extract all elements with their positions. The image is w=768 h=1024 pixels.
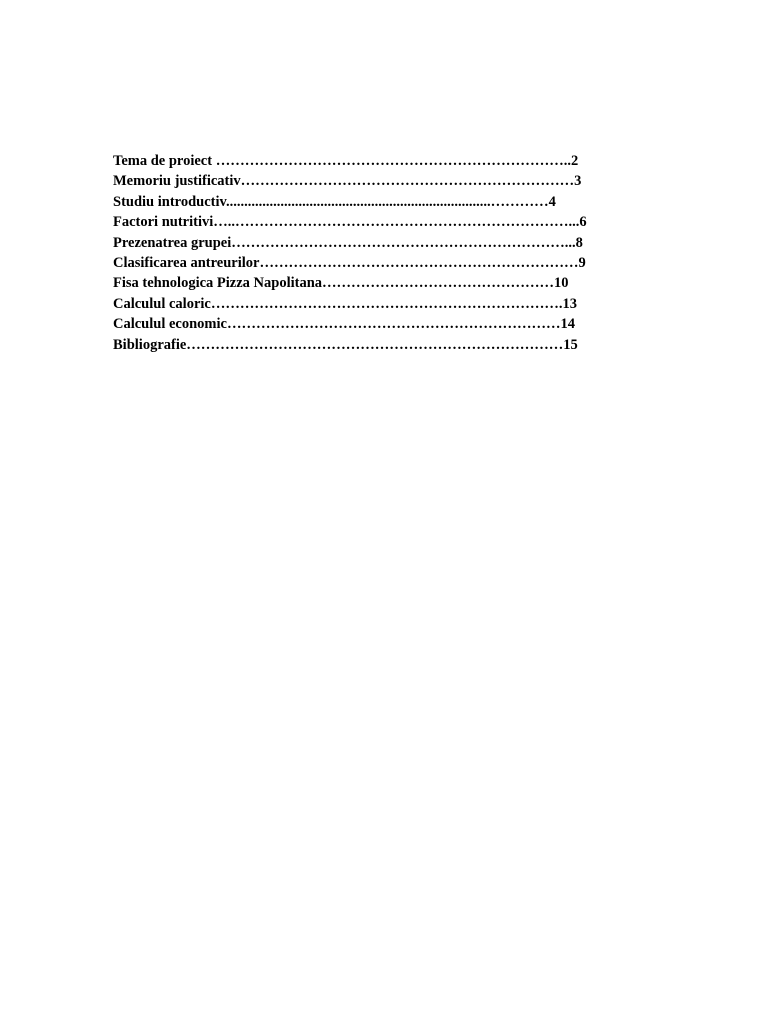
toc-entry: Memoriu justificativ……………………………………………………………3 <box>113 173 582 190</box>
toc-entry: Studiu introductiv.........................................................................…………4 <box>113 193 556 210</box>
toc-entry: Factori nutritivi…..……………………………………………………………...6 <box>113 214 587 231</box>
toc-entry: Prezenatrea grupei……………………………………………………………...8 <box>113 234 583 251</box>
toc-entry: Bibliografie……………………………………………………………………15 <box>113 336 578 353</box>
toc-entry: Fisa tehnologica Pizza Napolitana…………………………………………10 <box>113 275 569 292</box>
toc-entry: Calculul economic……………………………………………………………14 <box>113 316 575 333</box>
toc-entry: Tema de proiect ………………………………………………………………..2 <box>113 153 579 169</box>
toc-entry: Clasificarea antreurilor…………………………………………………………9 <box>113 254 586 271</box>
table-of-contents <box>113 151 658 355</box>
toc-entry: Calculul caloric……………………………………………………………….13 <box>113 295 577 312</box>
